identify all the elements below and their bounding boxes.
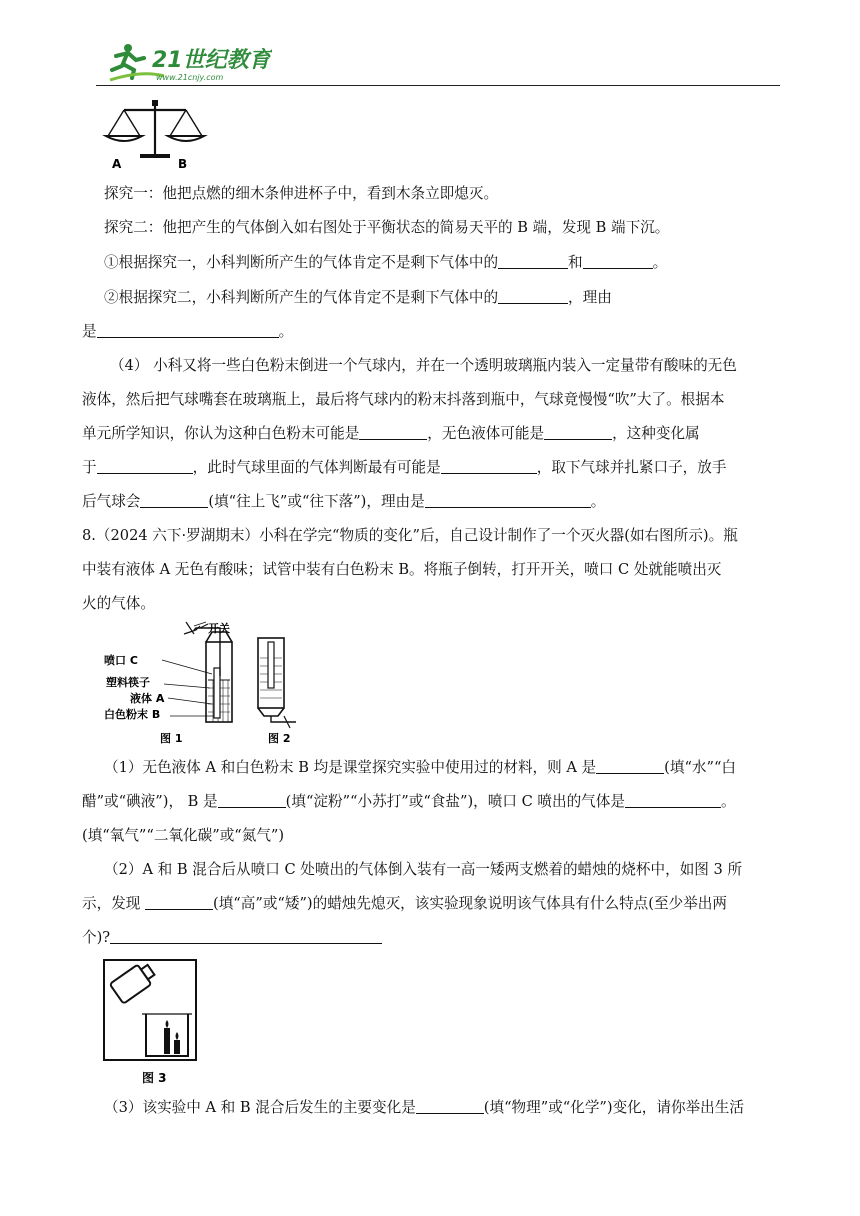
question-item-2-reason: 是 。 <box>82 323 294 340</box>
q8-sub2-line2: 示，发现 (填“高”或“矮”)的蜡烛先熄灭，该实验现象说明该气体具有什么特点(至少举出两 <box>82 895 727 912</box>
answer-blank[interactable] <box>416 1098 484 1114</box>
logo-21cnjy <box>102 40 272 84</box>
balance-scale-figure <box>100 98 210 172</box>
answer-blank[interactable] <box>498 288 568 304</box>
answer-blank[interactable] <box>97 322 279 338</box>
answer-blank[interactable] <box>110 928 382 944</box>
svg-text:www.21cnjy.com: www.21cnjy.com <box>156 73 224 82</box>
answer-blank[interactable] <box>145 894 213 910</box>
svg-text:液体 A: 液体 A <box>130 692 165 705</box>
answer-blank[interactable] <box>596 758 664 774</box>
answer-blank[interactable] <box>625 792 721 808</box>
svg-text:图 2: 图 2 <box>268 732 291 745</box>
extinguisher-figure <box>100 618 310 748</box>
svg-text:开关: 开关 <box>208 622 230 635</box>
answer-blank[interactable] <box>140 492 208 508</box>
explore-one-text: 探究一：他把点燃的细木条伸进杯子中，看到木条立即熄灭。 <box>104 185 499 202</box>
part4-line3: 单元所学知识，你认为这种白色粉末可能是 ，无色液体可能是 ，这种变化属 <box>82 425 700 442</box>
part4-line2: 液体，然后把气球嘴套在玻璃瓶上，最后将气球内的粉末抖落到瓶中，气球竟慢慢“吹”大了。根据本 <box>82 391 725 408</box>
question-item-2: ②根据探究二，小科判断所产生的气体肯定不是剩下气体中的 ，理由 <box>104 289 612 306</box>
svg-text:A: A <box>112 157 122 171</box>
answer-blank[interactable] <box>97 458 193 474</box>
svg-text:B: B <box>178 157 188 171</box>
question-item-1: ①根据探究一，小科判断所产生的气体肯定不是剩下气体中的 和 。 <box>104 254 668 271</box>
svg-text:图 1: 图 1 <box>160 732 183 745</box>
q8-intro-line2: 中装有液体 A 无色有酸味；试管中装有白色粉末 B。将瓶子倒转，打开开关，喷口 C 处就能喷出灭 <box>82 561 722 578</box>
svg-text:21世纪教育: 21世纪教育 <box>152 48 271 73</box>
q8-sub3-line1: （3）该实验中 A 和 B 混合后发生的主要变化是 (填“物理”或“化学”)变化，请你举出生活 <box>104 1099 744 1116</box>
explore-two-text: 探究二：他把产生的气体倒入如右图处于平衡状态的简易天平的 B 端，发现 B 端下沉。 <box>104 219 670 236</box>
page-header <box>96 40 780 86</box>
part4-line5: 后气球会 (填“往上飞”或“往下落”)，理由是 。 <box>82 493 606 510</box>
answer-blank[interactable] <box>218 792 286 808</box>
q8-sub1-line3: (填“氧气”“二氧化碳”或“氮气”) <box>82 827 285 844</box>
header-divider <box>96 85 780 86</box>
part4-line1: （4） 小科又将一些白色粉末倒进一个气球内，并在一个透明玻璃瓶内装入一定量带有酸味的无色 <box>110 357 737 374</box>
answer-blank[interactable] <box>544 424 612 440</box>
figure-3-beaker-candles <box>102 958 198 1088</box>
q8-sub1-line2: 醋”或“碘液”)， B 是 (填“淀粉”“小苏打”或“食盐”)，喷口 C 喷出的气体是 。 <box>82 793 736 810</box>
q8-sub2-line3: 个)? <box>82 928 382 948</box>
svg-text:喷口 C: 喷口 C <box>104 654 138 667</box>
answer-blank[interactable] <box>583 253 653 269</box>
svg-text:白色粉末 B: 白色粉末 B <box>104 708 161 721</box>
answer-blank[interactable] <box>359 424 427 440</box>
q8-intro-line3: 火的气体。 <box>82 595 155 612</box>
svg-text:图 3: 图 3 <box>142 1071 167 1085</box>
q8-sub2-line1: （2）A 和 B 混合后从喷口 C 处喷出的气体倒入装有一高一矮两支燃着的蜡烛的烧杯中，如图 3 所 <box>104 861 743 878</box>
q8-sub1-line1: （1）无色液体 A 和白色粉末 B 均是课堂探究实验中使用过的材料，则 A 是 (填“水”“白 <box>104 759 737 776</box>
q8-intro-line1: 8.（2024 六下·罗湖期末）小科在学完“物质的变化”后，自己设计制作了一个灭火器(如右图所示)。瓶 <box>82 527 738 544</box>
answer-blank[interactable] <box>425 492 591 508</box>
part4-line4: 于 ，此时气球里面的气体判断最有可能是 ，取下气球并扎紧口子，放手 <box>82 459 727 476</box>
answer-blank[interactable] <box>441 458 537 474</box>
svg-text:塑料筷子: 塑料筷子 <box>106 676 150 689</box>
answer-blank[interactable] <box>498 253 568 269</box>
